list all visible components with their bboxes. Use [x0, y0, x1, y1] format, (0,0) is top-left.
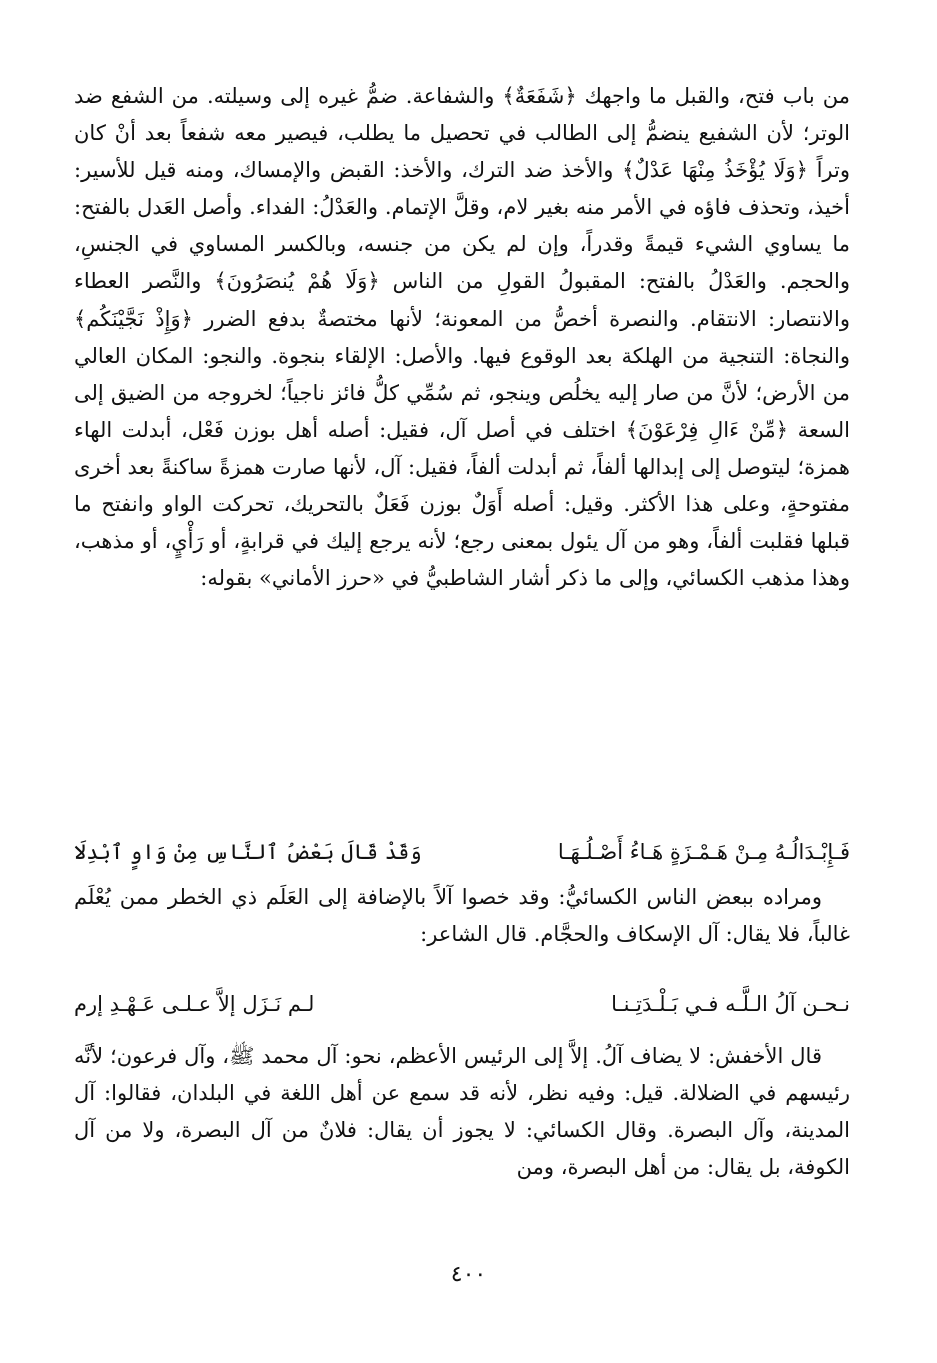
poetry-verse	[74, 832, 850, 872]
body-paragraph	[74, 78, 850, 597]
paragraph-text: من باب فتح، والقبل ما واجهك ﴿شَفَعَةٌ﴾ والشفاعة. ضمُّ غيره إلى وسيلته. من الشفع ضد الوتر؛ لأن الشفيع ينضمُّ إلى الطالب في تحصيل ما يطلب، فيصير معه شفعاً بعد أنْ كان وتراً ﴿وَلَا يُؤْخَذُ مِنْهَا عَدْلٌ﴾ والأخذ ضد الترك، والأخذ: القبض والإمساك، ومنه قيل للأسير: أخيذ، وتحذف فاؤه في الأمر منه بغير لام، وقلَّ الإتمام. والعَدْلُ: الفداء. وأصل العَدل بالفتح: ما يساوي الشيء قيمةً وقدراً، وإن لم يكن من جنسه، وبالكسر المساوي في الجنسِ، والحجم. والعَدْلُ بالفتح: المقبولُ القولِ من الناس ﴿وَلَا هُمْ يُنصَرُونَ﴾ والنَّصر العطاء والانتصار: الانتقام. والنصرة أخصُّ من المعونة؛ لأنها مختصةٌ بدفع الضرر ﴿وَإِذْ نَجَّيْنَكُم﴾ والنجاة: التنجية من الهلكة بعد الوقوع فيها. والأصل: الإلقاء بنجوة. والنجو: المكان العالي من الأرض؛ لأنَّ من صار إليه يخلُص وينجو، ثم سُمِّي كلُّ فائز ناجياً؛ لخروجه من الضيق إلى السعة ﴿مِّنْ ءَالِ فِرْعَوْنَ﴾ اختلف في أصل آل، فقيل: أصله أهل بوزن فَعْل، أبدلت الهاء همزة؛ ليتوصل إلى إبدالها ألفاً، ثم أبدلت ألفاً، فقيل: آل، لأنها صارت همزةً ساكنةً بعد أخرى مفتوحةٍ، وعلى هذا الأكثر. وقيل: أصله أَوَلٌ بوزن فَعَلٌ بالتحريك، تحركت الواو وانفتح ما قبلها فقلبت ألفاً، وهو من آل يئول بمعنى رجع؛ لأنه يرجع إليك في قرابةٍ، أو رَأْيٍ، أو مذهب، وهذا مذهب الكسائي، وإلى ما ذكر أشار الشاطبيُّ في «حرز الأماني» بقوله:	[74, 84, 850, 591]
page-number: ٤٠٠	[450, 1262, 487, 1287]
verse-first-hemistich: نـحـن آلُ الـلَّـه فـي بَـلْـدَتِـنـا	[611, 992, 850, 1016]
poetry-verse	[74, 984, 850, 1024]
body-paragraph	[74, 1038, 850, 1186]
verse-second-hemistich: لـم نَـزَل إلاَّ عـلـى عَـهْـدِ إرم	[74, 992, 315, 1016]
verse-first-hemistich: فَـإِبْـدَالُـهُ مِـنْ هَـمْـزَةٍ هَـاءُ أَصْـلُـهَـا	[557, 840, 850, 864]
body-paragraph	[74, 879, 850, 953]
paragraph-text: ومراده ببعض الناس الكسائيُّ: وقد خصوا آلاً بالإضافة إلى العَلَم ذي الخطر ممن يُعْلَم غالباً، فلا يقال: آل الإسكاف والحجَّام. قال الشاعر:	[74, 885, 850, 947]
verse-second-hemistich: وَقَدْ قَالَ بَعْضُ ٱلنَّاسِ مِنْ وَاوٍ ٱبْدِلَا	[74, 840, 422, 864]
paragraph-text: قال الأخفش: لا يضاف آلُ. إلاَّ إلى الرئيس الأعظم، نحو: آل محمد ﷺ، وآل فرعون؛ لأنَّه رئيسهم في الضلالة. قيل: وفيه نظر، لأنه قد سمع عن أهل اللغة في البلدان، فقالوا: آل المدينة، وآل البصرة. وقال الكسائي: لا يجوز أن يقال: فلانٌ من آل البصرة، ولا من آل الكوفة، بل يقال: من أهل البصرة، ومن	[74, 1044, 850, 1180]
